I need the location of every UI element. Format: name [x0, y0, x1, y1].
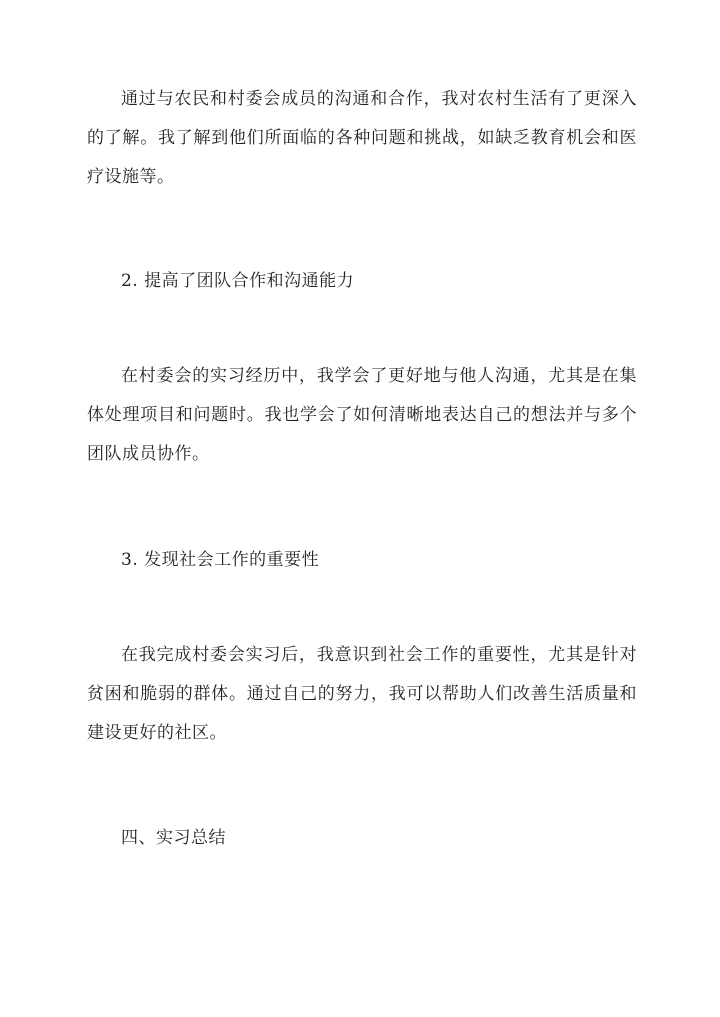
- heading-internship-summary: 四、实习总结: [121, 828, 226, 848]
- paragraph-teamwork-experience: 在村委会的实习经历中，我学会了更好地与他人沟通，尤其是在集体处理项目和问题时。我也学会了如何清晰地表达自己的想法并与多个团队成员协作。: [87, 366, 637, 464]
- heading-social-work-importance: 3. 发现社会工作的重要性: [121, 550, 320, 570]
- heading-teamwork-communication: 2. 提高了团队合作和沟通能力: [121, 271, 355, 291]
- paragraph-social-work-reflection: 在我完成村委会实习后，我意识到社会工作的重要性，尤其是针对贫困和脆弱的群体。通过自己的努力，我可以帮助人们改善生活质量和建设更好的社区。: [87, 645, 637, 743]
- paragraph-rural-understanding: 通过与农民和村委会成员的沟通和合作，我对农村生活有了更深入的了解。我了解到他们所面临的各种问题和挑战，如缺乏教育机会和医疗设施等。: [87, 89, 637, 187]
